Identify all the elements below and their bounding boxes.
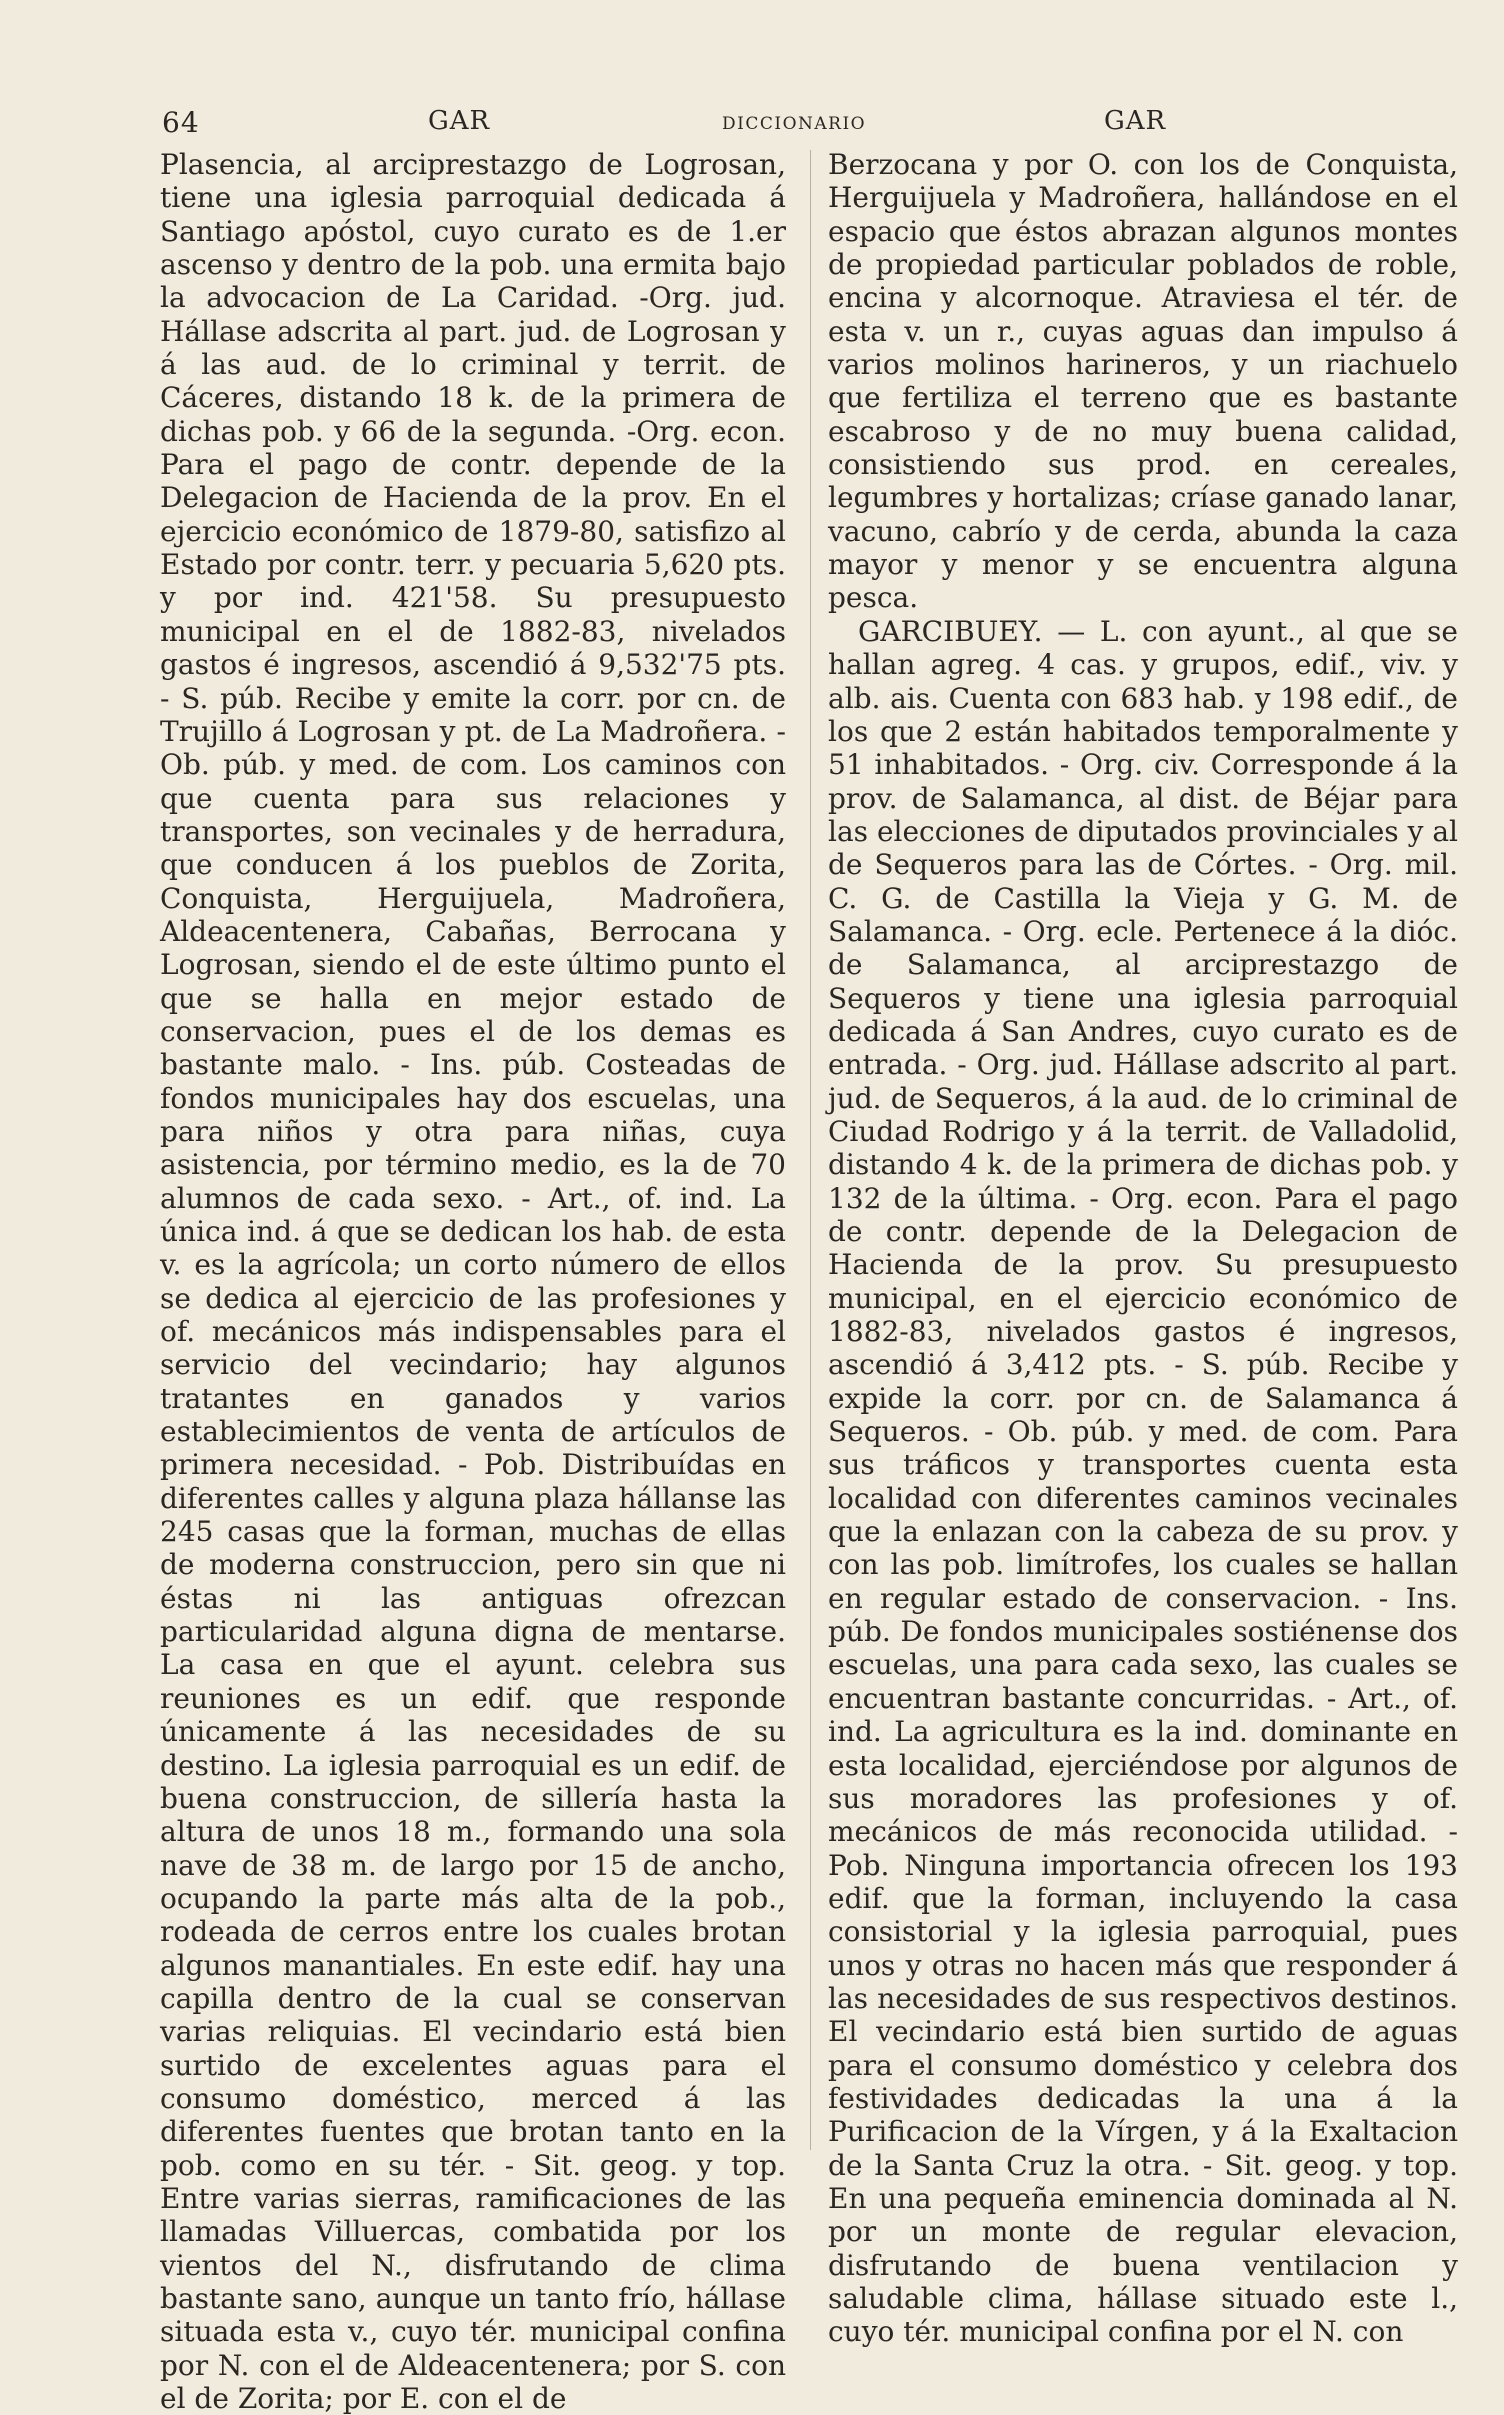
page-number: 64 [162,106,200,139]
column-divider [810,150,811,2150]
header-title: DICCIONARIO [722,114,867,134]
left-column [160,148,786,2415]
page-header [0,106,1504,146]
header-right-guide-word: GAR [1104,106,1167,136]
header-left-guide-word: GAR [428,106,491,136]
right-column [828,148,1458,2349]
right-column-paragraph-1: Berzocana y por O. con los de Conquista, Herguijuela y Madroñera, hallándose en el espacio que éstos abrazan algunos montes de propiedad particular poblados de roble, encina y alcornoque. Atraviesa el tér. de esta v. un r., cuyas aguas dan impulso á varios molinos harineros, y un riachuelo que fertiliza el terreno que es bastante escabroso y de no muy buena calidad, consistiendo sus prod. en cereales, legumbres y hortalizas; críase ganado lanar, vacuno, cabrío y de cerda, abunda la caza mayor y menor y se encuentra alguna pesca. [828,148,1458,615]
right-column-entry-garcibuey: GARCIBUEY. — L. con ayunt., al que se hallan agreg. 4 cas. y grupos, edif., viv. y alb. ais. Cuenta con 683 hab. y 198 edif., de los que 2 están habitados temporalmente y 51 inhabitados. - Org. civ. Corresponde á la prov. de Salamanca, al dist. de Béjar para las elecciones de diputados provinciales y al de Sequeros para las de Córtes. - Org. mil. C. G. de Castilla la Vieja y G. M. de Salamanca. - Org. ecle. Pertenece á la dióc. de Salamanca, al arciprestazgo de Sequeros y tiene una iglesia parroquial dedicada á San Andres, cuyo curato es de entrada. - Org. jud. Hállase adscrito al part. jud. de Sequeros, á la aud. de lo criminal de Ciudad Rodrigo y á la territ. de Valladolid, distando 4 k. de la primera de dichas pob. y 132 de la última. - Org. econ. Para el pago de contr. depende de la Delegacion de Hacienda de la prov. Su presupuesto municipal, en el ejercicio económico de 1882-83, nivelados gastos é ingresos, ascendió á 3,412 pts. - S. púb. Recibe y expide la corr. por cn. de Salamanca á Sequeros. - Ob. púb. y med. de com. Para sus tráficos y transportes cuenta esta localidad con diferentes caminos vecinales que la enlazan con la cabeza de su prov. y con las pob. limítrofes, los cuales se hallan en regular estado de conservacion. - Ins. púb. De fondos municipales sostiénense dos escuelas, una para cada sexo, las cuales se encuentran bastante concurridas. - Art., of. ind. La agricultura es la ind. dominante en esta localidad, ejerciéndose por algunos de sus moradores las profesiones y of. mecánicos de más reconocida utilidad. - Pob. Ninguna importancia ofrecen los 193 edif. que la forman, incluyendo la casa consistorial y la iglesia parroquial, pues unos y otras no hacen más que responder á las necesidades de sus respectivos destinos. El vecindario está bien surtido de aguas para el consumo doméstico y celebra dos festividades dedicadas la una á la Purificacion de la Vírgen, y á la Exaltacion de la Santa Cruz la otra. - Sit. geog. y top. En una pequeña eminencia dominada al N. por un monte de regular elevacion, disfrutando de buena ventilacion y saludable clima, hállase situado este l., cuyo tér. municipal confina por el N. con [828,614,1458,2349]
left-column-text: Plasencia, al arciprestazgo de Logrosan, tiene una iglesia parroquial dedicada á Santiago apóstol, cuyo curato es de 1.er ascenso y dentro de la pob. una ermita bajo la advocacion de La Caridad. -Org. jud. Hállase adscrita al part. jud. de Logrosan y á las aud. de lo criminal y territ. de Cáceres, distando 18 k. de la primera de dichas pob. y 66 de la segunda. -Org. econ. Para el pago de contr. depende de la Delegacion de Hacienda de la prov. En el ejercicio económico de 1879-80, satisfizo al Estado por contr. terr. y pecuaria 5,620 pts. y por ind. 421'58. Su presupuesto municipal en el de 1882-83, nivelados gastos é ingresos, ascendió á 9,532'75 pts. - S. púb. Recibe y emite la corr. por cn. de Trujillo á Logrosan y pt. de La Madroñera. - Ob. púb. y med. de com. Los caminos con que cuenta para sus relaciones y transportes, son vecinales y de herradura, que conducen á los pueblos de Zorita, Conquista, Herguijuela, Madroñera, Aldeacentenera, Cabañas, Berrocana y Logrosan, siendo el de este último punto el que se halla en mejor estado de conservacion, pues el de los demas es bastante malo. - Ins. púb. Costeadas de fondos municipales hay dos escuelas, una para niños y otra para niñas, cuya asistencia, por término medio, es la de 70 alumnos de cada sexo. - Art., of. ind. La única ind. á que se dedican los hab. de esta v. es la agrícola; un corto número de ellos se dedica al ejercicio de las profesiones y of. mecánicos más indispensables para el servicio del vecindario; hay algunos tratantes en ganados y varios establecimientos de venta de artículos de primera necesidad. - Pob. Distribuídas en diferentes calles y alguna plaza hállanse las 245 casas que la forman, muchas de ellas de moderna construccion, pero sin que ni éstas ni las antiguas ofrezcan particularidad alguna digna de mentarse. La casa en que el ayunt. celebra sus reuniones es un edif. que responde únicamente á las necesidades de su destino. La iglesia parroquial es un edif. de buena construccion, de sillería hasta la altura de unos 18 m., formando una sola nave de 38 m. de largo por 15 de ancho, ocupando la parte más alta de la pob., rodeada de cerros entre los cuales brotan algunos manantiales. En este edif. hay una capilla dentro de la cual se conservan varias reliquias. El vecindario está bien surtido de excelentes aguas para el consumo doméstico, merced á las diferentes fuentes que brotan tanto en la pob. como en su tér. - Sit. geog. y top. Entre varias sierras, ramificaciones de las llamadas Villuercas, combatida por los vientos del N., disfrutando de clima bastante sano, aunque un tanto frío, hállase situada esta v., cuyo tér. municipal confina por N. con el de Aldeacentenera; por S. con el de Zorita; por E. con el de [160,148,786,2415]
